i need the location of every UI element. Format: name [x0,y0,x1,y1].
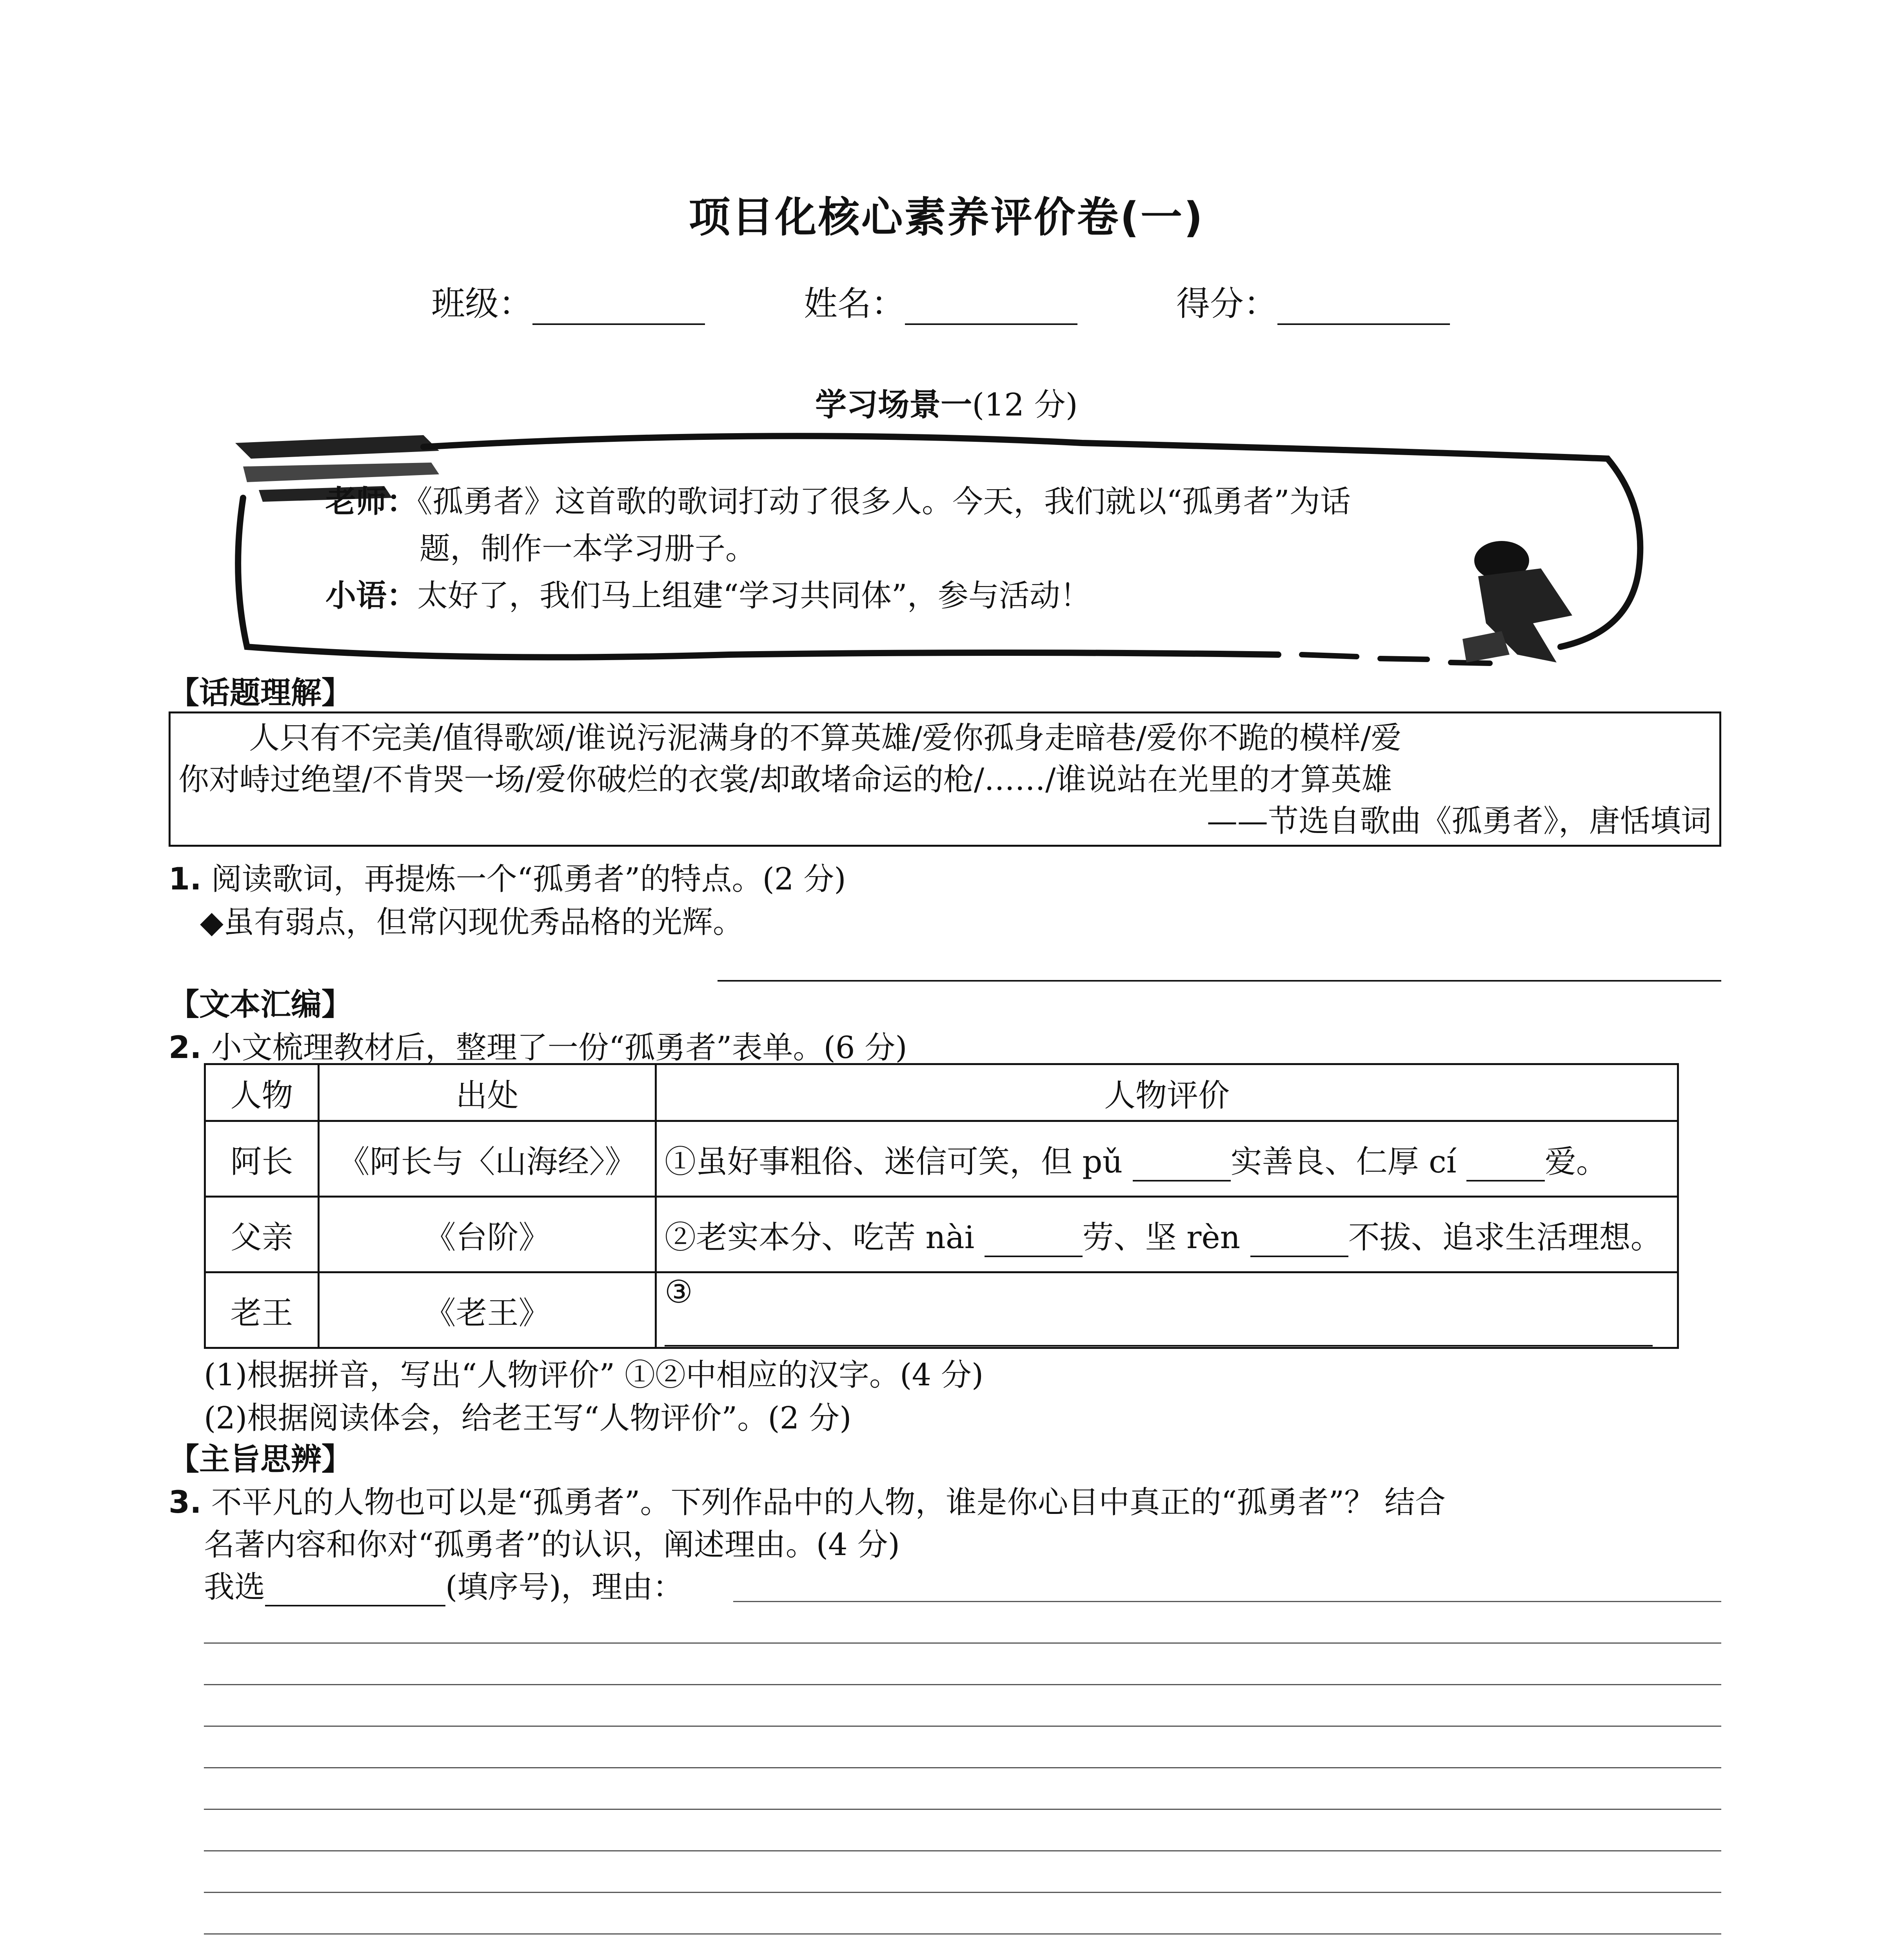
answer-line[interactable] [204,1809,1721,1810]
pinyin-blank[interactable] [1250,1228,1348,1257]
choice-blank[interactable] [265,1577,445,1606]
table-header: 出处 [319,1064,656,1121]
page-title: 项目化核心素养评价卷(一) [689,193,1204,241]
scene1-heading [0,379,1893,425]
lyric-line-2: 你对峙过绝望/不肯哭一场/爱你破烂的衣裳/却敢堵命运的枪/……/谁说站在光里的才算英雄 [178,762,1392,797]
name-blank[interactable] [905,296,1077,325]
table-row [205,1121,1678,1197]
table-cell-source: 《台阶》 [319,1197,656,1272]
xiaoyu-text: 太好了，我们马上组建“学习共同体”，参与活动！ [417,578,1091,613]
table-cell-person: 老王 [205,1272,319,1348]
choose-label: 我选 [204,1570,265,1605]
xiaoyu-label: 小语： [325,578,418,613]
scene1-points: (12 分) [972,387,1078,423]
lyric-source: ——节选自歌曲《孤勇者》，唐恬填词 [1206,804,1711,839]
eval-text: ③ [665,1274,693,1310]
q3-number: 3. [169,1485,202,1520]
pinyin-blank[interactable] [1466,1152,1545,1181]
question-1 [169,855,846,898]
q1-example: ◆虽有弱点，但常闪现优秀品格的光辉。 [200,905,743,940]
character-table [204,1063,1679,1349]
compile-header: 【文本汇编】 [169,987,352,1022]
pinyin-blank[interactable] [985,1228,1083,1257]
table-cell-person: 阿长 [205,1121,319,1197]
answer-line[interactable] [204,1892,1721,1893]
evaluation-answer-blank[interactable] [665,1318,1653,1347]
question-3-line1 [169,1478,1446,1522]
question-2 [169,1023,907,1067]
answer-line[interactable] [204,1684,1721,1685]
q3-choose-line [204,1563,683,1606]
score-blank[interactable] [1277,296,1450,325]
table-row [205,1197,1678,1272]
q3-text: 不平凡的人物也可以是“孤勇者”。下列作品中的人物，谁是你心目中真正的“孤勇者”？ 结合 [211,1485,1446,1520]
scene1-teacher-line2: 题，制作一本学习册子。 [420,531,756,566]
topic-header: 【话题理解】 [169,675,352,711]
eval-text: 不拔、追求生活理想。 [1348,1219,1662,1256]
class-blank[interactable] [532,296,705,325]
table-cell-eval [656,1272,1678,1348]
scene1-title: 学习场景一 [815,387,972,423]
answer-line[interactable] [204,1767,1721,1768]
question-3-line2: 名著内容和你对“孤勇者”的认识，阐述理由。(4 分) [204,1527,900,1563]
reason-label: (填序号)，理由： [445,1570,683,1605]
lyric-box [169,711,1721,847]
pinyin-blank[interactable] [1133,1152,1231,1181]
table-header-row [205,1064,1678,1121]
eval-text: 实善良、仁厚 cí [1230,1143,1457,1180]
answer-line[interactable] [204,1850,1721,1851]
eval-text: ②老实本分、吃苦 nài [665,1219,975,1256]
running-person-icon [1462,541,1572,662]
score-label: 得分： [1176,284,1277,323]
q1-number: 1. [169,862,202,897]
name-field [804,276,1077,325]
answer-line[interactable] [204,1933,1721,1935]
q2-text: 小文梳理教材后，整理了一份“孤勇者”表单。(6 分) [211,1030,907,1065]
q2-sub1: (1)根据拼音，写出“人物评价” ①②中相应的汉字。(4 分) [204,1357,984,1393]
lyric-line-1: 人只有不完美/值得歌颂/谁说污泥满身的不算英雄/爱你孤身走暗巷/爱你不跪的模样/爱 [249,720,1402,756]
eval-text: 劳、坚 rèn [1082,1219,1241,1256]
eval-text: 爱。 [1544,1143,1608,1180]
q2-sub2: (2)根据阅读体会，给老王写“人物评价”。(2 分) [204,1401,852,1436]
table-row [205,1272,1678,1348]
eval-text: ①虽好事粗俗、迷信可笑，但 pǔ [665,1143,1123,1180]
name-label: 姓名： [804,284,905,323]
table-cell-source: 《老王》 [319,1272,656,1348]
class-field [431,276,705,325]
table-header: 人物评价 [656,1064,1678,1121]
answer-line[interactable] [204,1726,1721,1727]
score-field [1176,276,1450,325]
scene1-teacher-line1 [325,478,1351,525]
answer-line[interactable] [204,1642,1721,1644]
theme-header: 【主旨思辨】 [169,1442,352,1477]
q1-answer-line[interactable] [718,980,1721,982]
scene1-xiaoyu-line [325,572,1091,619]
class-label: 班级： [431,284,532,323]
table-cell-eval [656,1197,1678,1272]
q2-number: 2. [169,1030,202,1065]
teacher-text-1: 《孤勇者》这首歌的歌词打动了很多人。今天，我们就以“孤勇者”为话 [417,484,1351,519]
table-cell-person: 父亲 [205,1197,319,1272]
reason-line[interactable] [733,1601,1721,1602]
teacher-label: 老师： [325,484,418,519]
table-cell-eval [656,1121,1678,1197]
table-header: 人物 [205,1064,319,1121]
q1-text: 阅读歌词，再提炼一个“孤勇者”的特点。(2 分) [211,862,846,897]
table-cell-source: 《阿长与〈山海经〉》 [319,1121,656,1197]
